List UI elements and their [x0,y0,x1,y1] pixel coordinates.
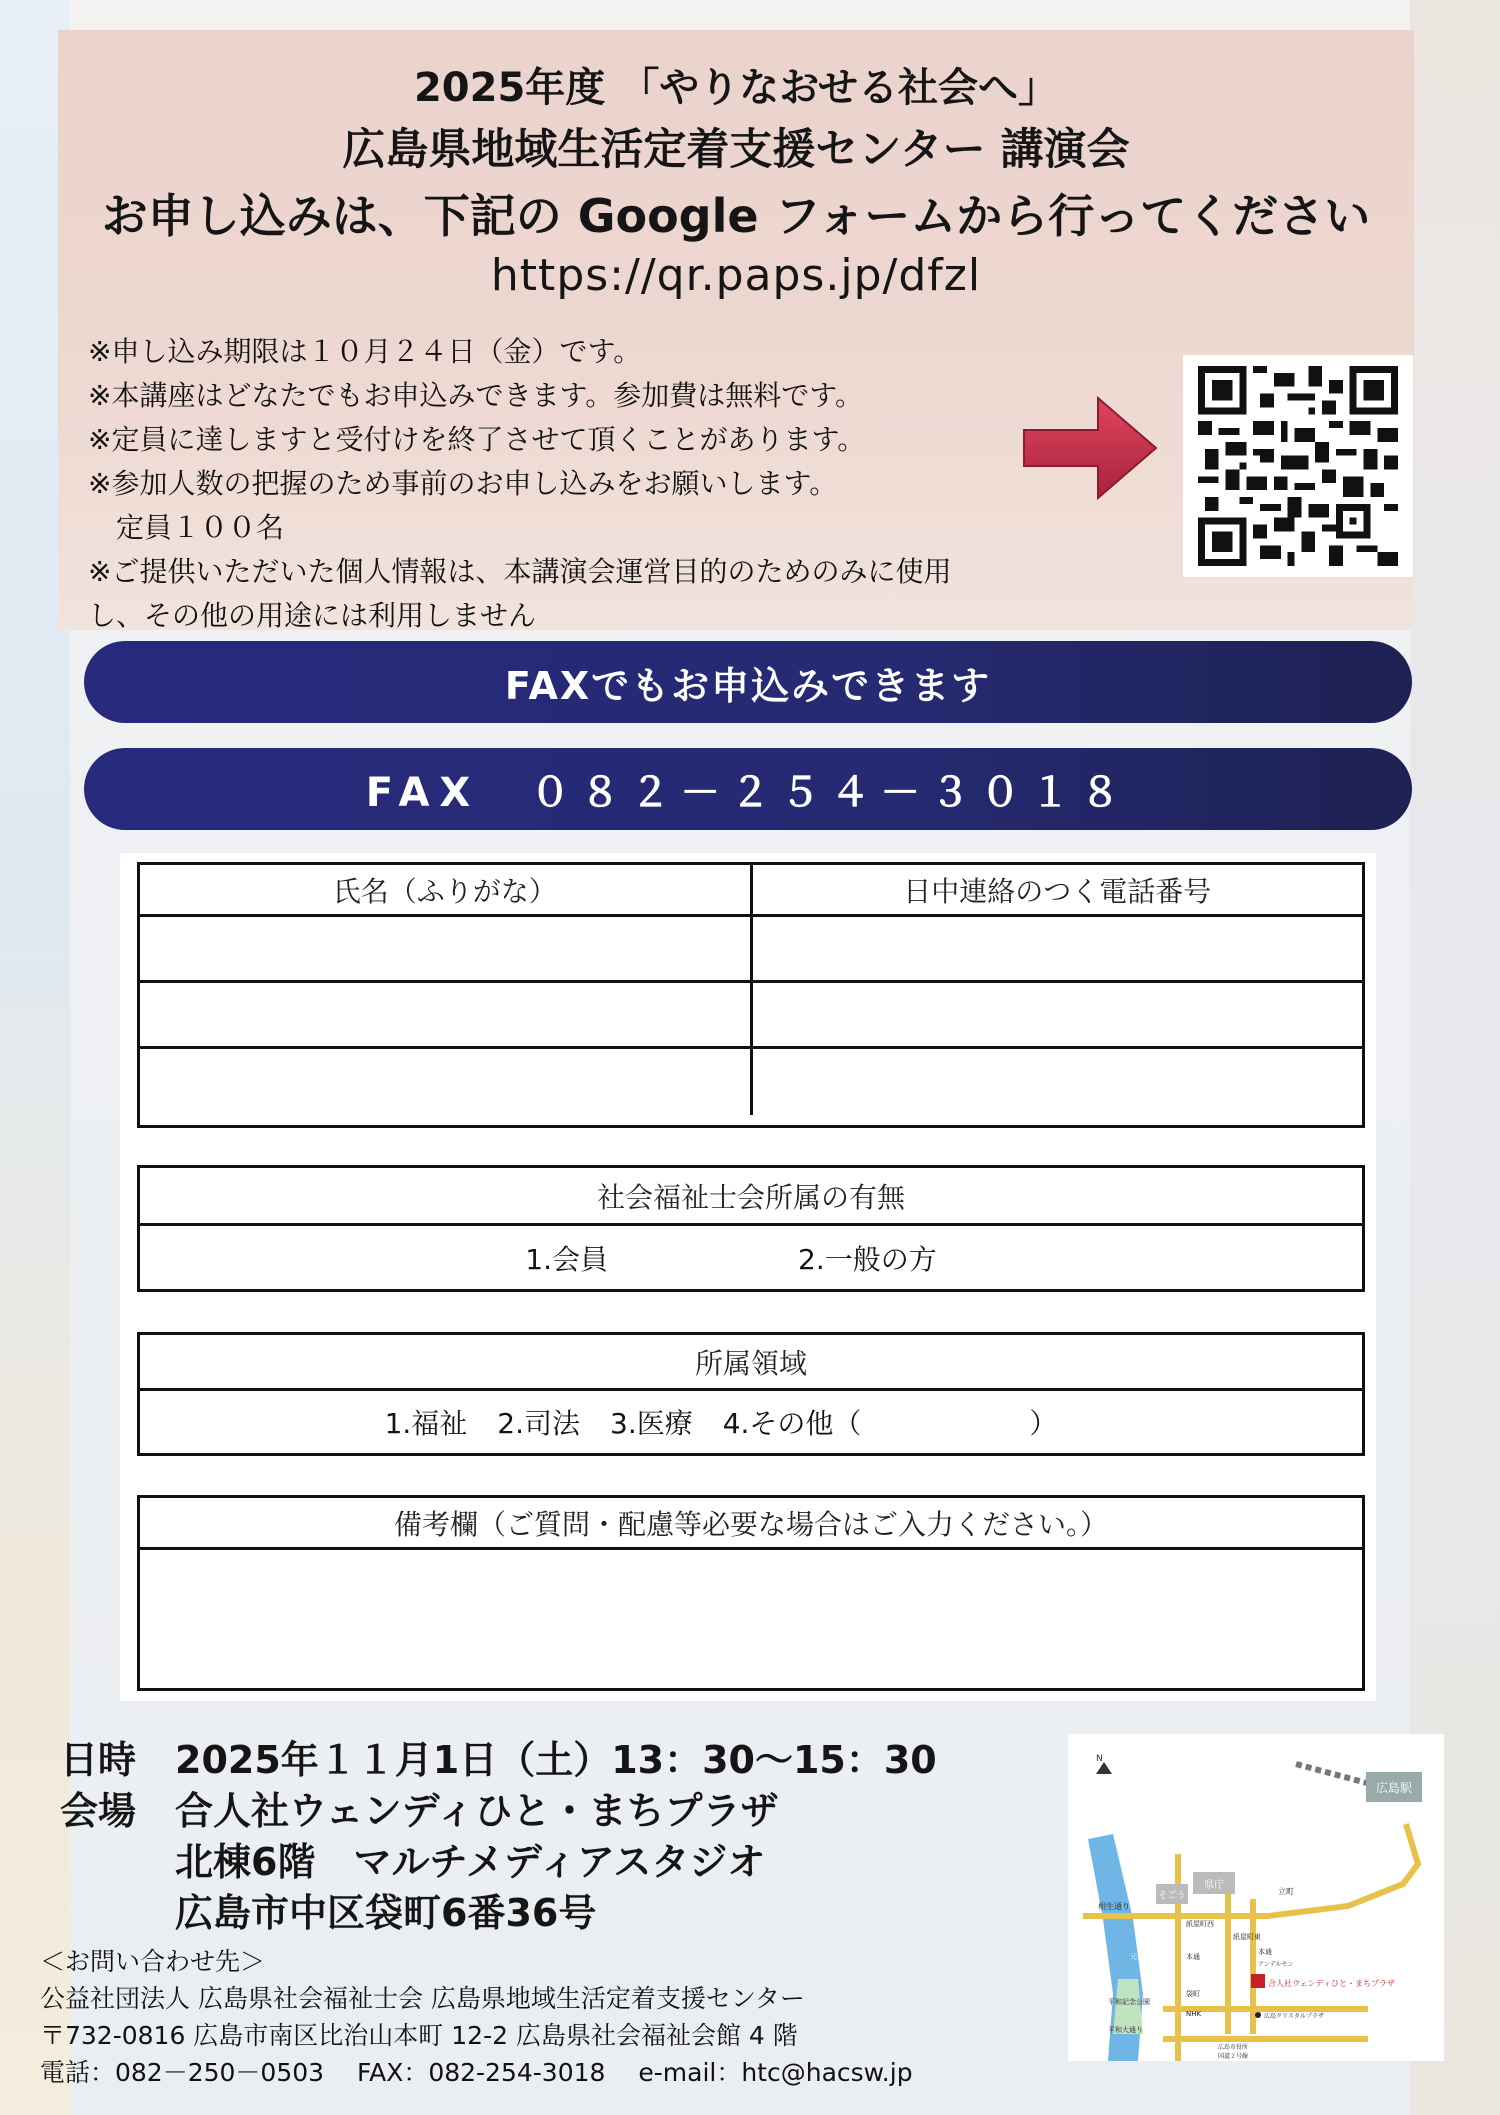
date-value: 2025年１１月1日（土）13：30〜15：30 [175,1738,937,1782]
map-label-cityhall: 広島市役所 [1218,2044,1249,2051]
name-header: 氏名（ふりがな） [140,865,753,914]
field-options [140,1391,1362,1453]
arrow-right-icon [1020,392,1160,504]
notes-list [88,330,1128,638]
option-member[interactable]: 1.会員 [525,1242,608,1276]
venue-address: 広島市中区袋町6番36号 [175,1891,597,1935]
note-deadline: ※申し込み期限は１０月２４日（金）です。 [88,335,642,368]
remarks-box [137,1495,1365,1691]
map-label-park: 平和記念公園 [1108,1998,1150,2006]
membership-options [140,1226,1362,1289]
venue-room: 北棟6階 マルチメディアスタジオ [175,1840,766,1884]
application-instruction: お申し込みは、下記の Google フォームから行ってください [101,189,1371,243]
note-limit: 定員１００名 [116,511,285,544]
qr-code[interactable] [1183,355,1413,577]
option-justice[interactable]: 2.司法 [497,1407,580,1440]
map-label-river: 元安川 [1130,1953,1151,1961]
field-header: 所属領域 [140,1335,1362,1391]
phone-field[interactable] [753,983,1363,1046]
date-label: 日時 [60,1738,137,1782]
map-label-street1: 相生通り [1098,1902,1130,1911]
map-label-pref: 県庁 [1204,1880,1224,1891]
table-row [140,1049,1362,1115]
event-info [60,1735,937,1939]
map-label-fukuromachi: 袋町 [1186,1990,1200,1998]
venue-label: 会場 [60,1789,137,1833]
contact-heading: ＜お問い合わせ先＞ [40,1947,266,1976]
phone-header: 日中連絡のつく電話番号 [903,874,1212,908]
fax-number-banner: FAX ０８２－２５４－３０１８ [84,748,1412,830]
map-label-andersen: アンデルセン [1258,1961,1294,1968]
option-other[interactable]: 4.その他（ ） [722,1407,1058,1440]
membership-box [137,1165,1365,1292]
note-preregister: ※参加人数の把握のため事前のお申し込みをお願いします。 [88,467,838,500]
map-label-sogo: そごう [1158,1891,1186,1901]
form-url[interactable]: https://qr.paps.jp/dfzl [490,250,982,301]
phone-field[interactable] [753,917,1363,980]
map-label-venue: 合人社ウェンディひと・まちプラザ [1268,1979,1396,1988]
contact-info [40,1943,913,2091]
name-field[interactable] [140,917,753,980]
map-label-crystal: 広島クリスタルプラザ [1264,2013,1324,2020]
name-field[interactable] [140,983,753,1046]
field-box [137,1332,1365,1456]
membership-header: 社会福祉士会所属の有無 [140,1168,1362,1226]
option-welfare[interactable]: 1.福祉 [384,1407,468,1440]
remarks-field[interactable] [140,1550,1362,1688]
venue-map [1068,1734,1444,2061]
map-label-kamiyacho-higashi: 紙屋町東 [1233,1933,1261,1941]
option-general[interactable]: 2.一般の方 [798,1242,937,1276]
venue-name: 合人社ウェンディひと・まちプラザ [175,1789,779,1833]
table-row [140,917,1362,983]
phone-field[interactable] [753,1049,1363,1115]
contact-org: 公益社団法人 広島県社会福祉士会 広島県地域生活定着支援センター [40,1984,805,2013]
qr-code-icon [1194,366,1402,566]
remarks-header: 備考欄（ご質問・配慮等必要な場合はご入力ください。） [140,1498,1362,1550]
option-medical[interactable]: 3.医療 [610,1407,693,1440]
table-header-row [140,865,1362,917]
note-privacy: ※ご提供いただいた個人情報は、本講演会運営目的のためのみに使用 [88,555,952,588]
map-label-station: 広島駅 [1375,1781,1413,1795]
table-row [140,983,1362,1049]
map-label-route2: 国道２号線 [1218,2053,1249,2060]
map-label-nhk: NHK [1186,2010,1202,2018]
map-label-hondori2: 本通 [1258,1948,1272,1956]
map-label-tatemachi: 立町 [1278,1887,1294,1896]
note-capacity: ※定員に達しますと受付けを終了させて頂くことがあります。 [88,423,866,456]
note-open: ※本講座はどなたでもお申込みできます。参加費は無料です。 [88,379,863,412]
contact-address: 〒732-0816 広島市南区比治山本町 12-2 広島県社会福祉会館 4 階 [40,2021,798,2050]
name-field[interactable] [140,1049,753,1115]
note-privacy-cont: し、その他の用途には利用しません [88,599,537,632]
map-label-kamiyacho-nishi: 紙屋町西 [1186,1920,1214,1928]
contact-phone-fax-email[interactable]: 電話：082－250－0503 FAX：082-254-3018 e-mail：htc@hacsw.jp [40,2058,913,2087]
map-label-hondori: 本通 [1186,1953,1200,1961]
event-title: 広島県地域生活定着支援センター 講演会 [342,125,1130,175]
map-label-north: N [1096,1754,1103,1764]
venue-marker [1251,1974,1265,1988]
map-label-street2: 平和大通り [1108,2026,1143,2034]
name-phone-table [137,862,1365,1128]
fax-banner: FAXでもお申込みできます [84,641,1412,723]
event-year-title: 2025年度 「やりなおせる社会へ」 [413,65,1059,111]
